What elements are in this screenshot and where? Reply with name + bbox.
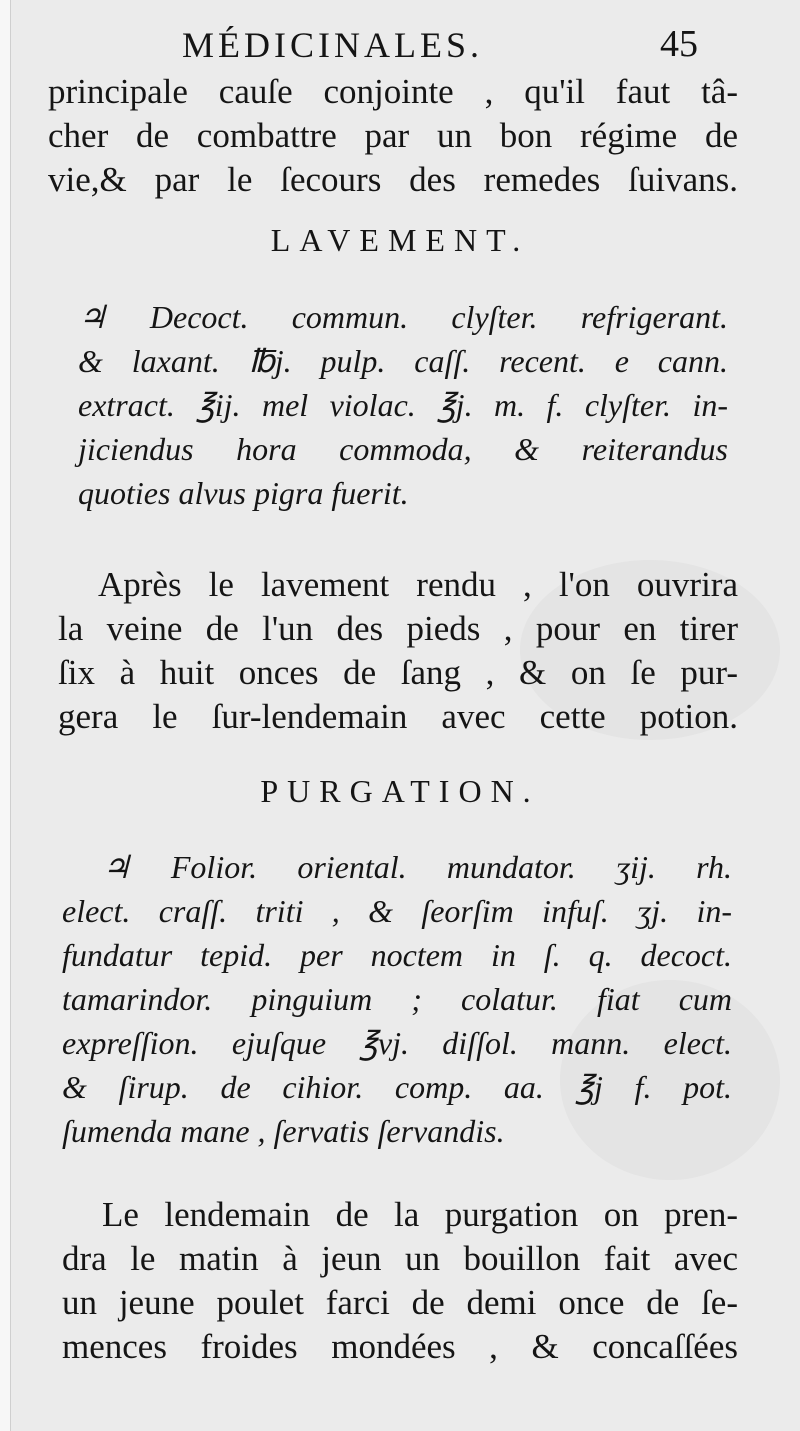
- recipe-line: & laxant. ℔j. pulp. caſſ. recent. e cann.: [78, 343, 728, 379]
- running-head: MÉDICINALES.: [182, 25, 483, 65]
- recipe-line: ſumenda mane , ſervatis ſervandis.: [62, 1113, 505, 1149]
- text-line: vie,& par le ſecours des remedes ſuivans.: [48, 160, 738, 199]
- recipe-line: jiciendus hora commoda, & reiterandus: [78, 431, 728, 467]
- text-line: gera le ſur-lendemain avec cette potion.: [58, 697, 738, 736]
- text-line: Le lendemain de la purgation on pren-: [102, 1195, 738, 1234]
- recipe-line: ♃ Decoct. commun. clyſter. refrigerant.: [78, 299, 728, 335]
- page-header: [0, 22, 800, 72]
- recipe-line: tamarindor. pinguium ; colatur. fiat cum: [62, 981, 732, 1017]
- paragraph-lavement: [58, 563, 738, 739]
- page-number: 45: [660, 23, 698, 65]
- text-line: principale cauſe conjointe , qu'il faut tâ-: [48, 72, 738, 111]
- text-line: un jeune poulet farci de demi once de ſe-: [62, 1283, 738, 1322]
- text-line: Après le lavement rendu , l'on ouvrira: [98, 565, 738, 604]
- intro-paragraph: [48, 70, 738, 202]
- text-line: dra le matin à jeun un bouillon fait avec: [62, 1239, 738, 1278]
- text-line: ſix à huit onces de ſang , & on ſe pur-: [58, 653, 738, 692]
- recipe-purgation: [62, 845, 732, 1153]
- text-line: cher de combattre par un bon régime de: [48, 116, 738, 155]
- text-line: mences froides mondées , & concaſſées: [62, 1327, 738, 1366]
- recipe-line: elect. craſſ. triti , & ſeorſim infuſ. ʒj. in-: [62, 893, 732, 929]
- section-heading-purgation: PURGATION.: [260, 773, 540, 809]
- recipe-lavement: [78, 295, 728, 515]
- section-heading-lavement: LAVEMENT.: [270, 222, 530, 258]
- recipe-line: fundatur tepid. per noctem in ſ. q. decoct.: [62, 937, 732, 973]
- recipe-line: quoties alvus pigra fuerit.: [78, 475, 409, 511]
- paragraph-purgation: [62, 1193, 738, 1369]
- recipe-line: ♃ Folior. oriental. mundator. ʒij. rh.: [102, 849, 732, 885]
- page-gutter: [0, 0, 11, 1431]
- recipe-line: expreſſion. ejuſque ℥vj. diſſol. mann. elect.: [62, 1025, 732, 1061]
- recipe-line: & ſirup. de cihior. comp. aa. ℥j f. pot.: [62, 1069, 732, 1105]
- recipe-line: extract. ℥ij. mel violac. ℥j. m. f. clyſter. in-: [78, 387, 728, 423]
- text-line: la veine de l'un des pieds , pour en tirer: [58, 609, 738, 648]
